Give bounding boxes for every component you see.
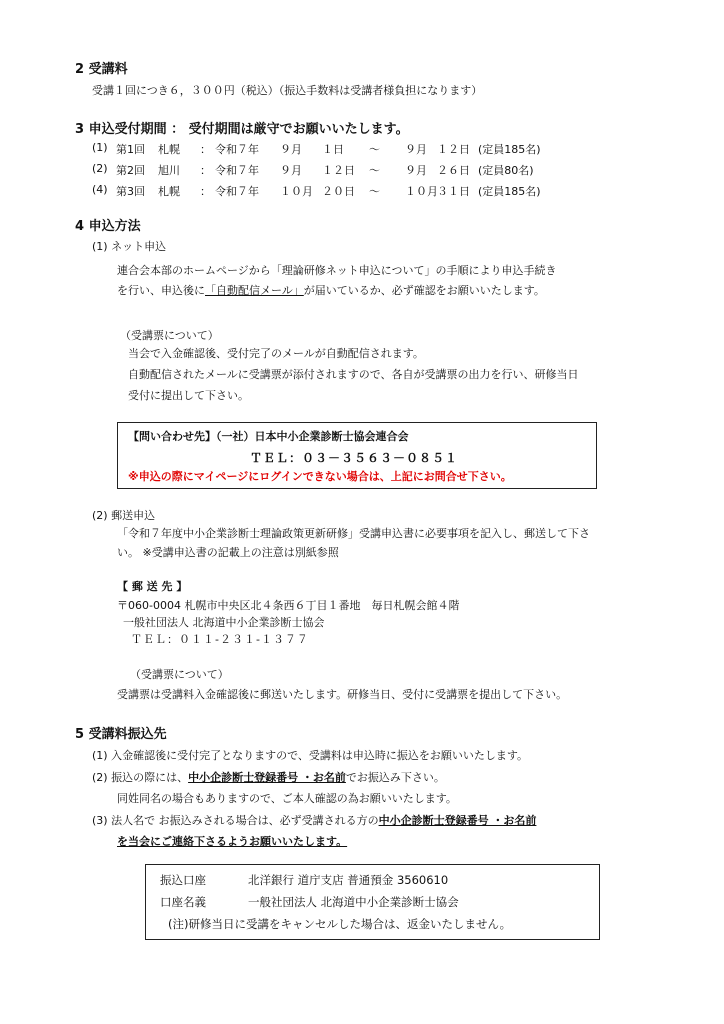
period-cell: ： (200, 143, 211, 156)
payment-item-1: (1) 入金確認後に受付完了となりますので、受講料は申込時に振込をお願いいたします。 (92, 749, 528, 762)
period-cell: 令和７年 (215, 164, 259, 177)
period-cell: 札幌 (158, 185, 180, 198)
net-apply-line-1: 連合会本部のホームページから「理論研修ネット申込について」の手順により申込手続き (117, 264, 557, 277)
period-cell: 令和７年 (215, 143, 259, 156)
period-cell: ９月 (405, 164, 427, 177)
contact-title: 【問い合わせ先】（一社）日本中小企業診断士協会連合会 (128, 430, 409, 443)
period-cell: (1) (92, 141, 108, 154)
period-cell: 第1回 (116, 143, 145, 156)
section-3-heading: 3 申込受付期間 ： 受付期間は厳守でお願いいたします。 (75, 122, 409, 137)
period-cell: (定員185名) (478, 185, 541, 198)
period-cell: ９月 (280, 143, 302, 156)
period-cell: ～ (369, 185, 380, 198)
section-4-heading: 4 申込方法 (75, 219, 141, 234)
payment-item-2: (2) 振込の際には、中小企診断士登録番号 ・お名前でお振込み下さい。 (92, 771, 445, 784)
period-cell: ～ (369, 143, 380, 156)
mail-destination-tel: ＴＥＬ：０１１-２３１-１３７７ (131, 633, 309, 646)
mail-apply-line-2: い。 ※受講申込書の記載上の注意は別紙参照 (117, 546, 339, 559)
period-cell: １２日 (322, 164, 355, 177)
payment-item-3-line-2: を当会にご連絡下さるようお願いいたします。 (117, 835, 348, 848)
period-cell: １０月 (405, 185, 438, 198)
contact-tel: ＴＥＬ：０３－３５６３－０８５１ (250, 451, 459, 465)
period-cell: (定員80名) (478, 164, 534, 177)
fee-line: 受講１回につき６，３００円（税込）（振込手数料は受講者様負担になります） (92, 84, 483, 97)
section-2-heading: 2 受講料 (75, 62, 128, 77)
payment-item-3: (3) 法人名で お振込みされる場合は、必ず受講される方の中小企診断士登録番号 ・お名前 (92, 814, 537, 827)
ticket-note-heading: （受講票について） (120, 329, 219, 342)
ticket-note-line-2: 自動配信されたメールに受講票が添付されますので、各自が受講票の出力を行い、研修当日 (128, 368, 579, 381)
period-cell: 旭川 (158, 164, 180, 177)
registration-number-emphasis: 中小企診断士登録番号 ・お名前 (188, 771, 346, 784)
registration-number-emphasis-2: 中小企診断士登録番号 ・お名前 (378, 814, 537, 827)
auto-mail-emphasis: 「自動配信メール」 (205, 284, 304, 297)
period-cell: ３１日 (437, 185, 470, 198)
period-cell: (定員185名) (478, 143, 541, 156)
period-cell: 令和７年 (215, 185, 259, 198)
period-cell: (4) (92, 183, 108, 196)
period-cell: ： (200, 164, 211, 177)
period-cell: ２６日 (437, 164, 470, 177)
period-cell: 札幌 (158, 143, 180, 156)
period-cell: １２日 (437, 143, 470, 156)
period-cell: 第3回 (116, 185, 145, 198)
mail-destination-heading: 【 郵 送 先 】 (117, 580, 188, 593)
period-cell: ９月 (280, 164, 302, 177)
period-cell: ： (200, 185, 211, 198)
period-cell: １０月 (280, 185, 313, 198)
mail-apply-label: (2) 郵送申込 (92, 509, 156, 522)
account-holder-label: 口座名義 (160, 895, 206, 909)
ticket-note-2-heading: （受講票について） (130, 668, 229, 681)
period-cell: 第2回 (116, 164, 145, 177)
net-apply-label: (1) ネット申込 (92, 240, 167, 253)
ticket-note-2-line: 受講票は受講料入金確認後に郵送いたします。研修当日、受付に受講票を提出して下さい。 (117, 688, 568, 701)
period-cell: ２０日 (322, 185, 355, 198)
account-holder-value: 一般社団法人 北海道中小企業診断士協会 (248, 895, 459, 909)
ticket-note-line-3: 受付に提出して下さい。 (128, 389, 249, 402)
period-cell: １日 (322, 143, 344, 156)
mail-destination-address: 〒060-0004 札幌市中央区北４条西６丁目１番地 毎日札幌会館４階 (117, 599, 460, 612)
period-cell: (2) (92, 162, 108, 175)
period-cell: ９月 (405, 143, 427, 156)
section-5-heading: 5 受講料振込先 (75, 727, 167, 742)
net-apply-line-2: を行い、申込後に「自動配信メール」が届いているか、必ず確認をお願いいたします。 (117, 284, 545, 297)
bank-account-value: 北洋銀行 道庁支店 普通預金 3560610 (248, 873, 449, 887)
payment-item-2-line-2: 同姓同名の場合もありますので、ご本人確認の為お願いいたします。 (117, 792, 457, 805)
contact-login-note: ※申込の際にマイページにログインできない場合は、上記にお問合せ下さい。 (128, 470, 512, 483)
period-cell: ～ (369, 164, 380, 177)
mail-apply-line-1: 「令和７年度中小企業診断士理論政策更新研修」受講申込書に必要事項を記入し、郵送して下さ (117, 527, 590, 540)
refund-note: (注)研修当日に受講をキャンセルした場合は、返金いたしません。 (168, 917, 512, 931)
mail-destination-org: 一般社団法人 北海道中小企業診断士協会 (123, 616, 325, 629)
ticket-note-line-1: 当会で入金確認後、受付完了のメールが自動配信されます。 (128, 347, 424, 360)
bank-account-label: 振込口座 (160, 873, 206, 887)
